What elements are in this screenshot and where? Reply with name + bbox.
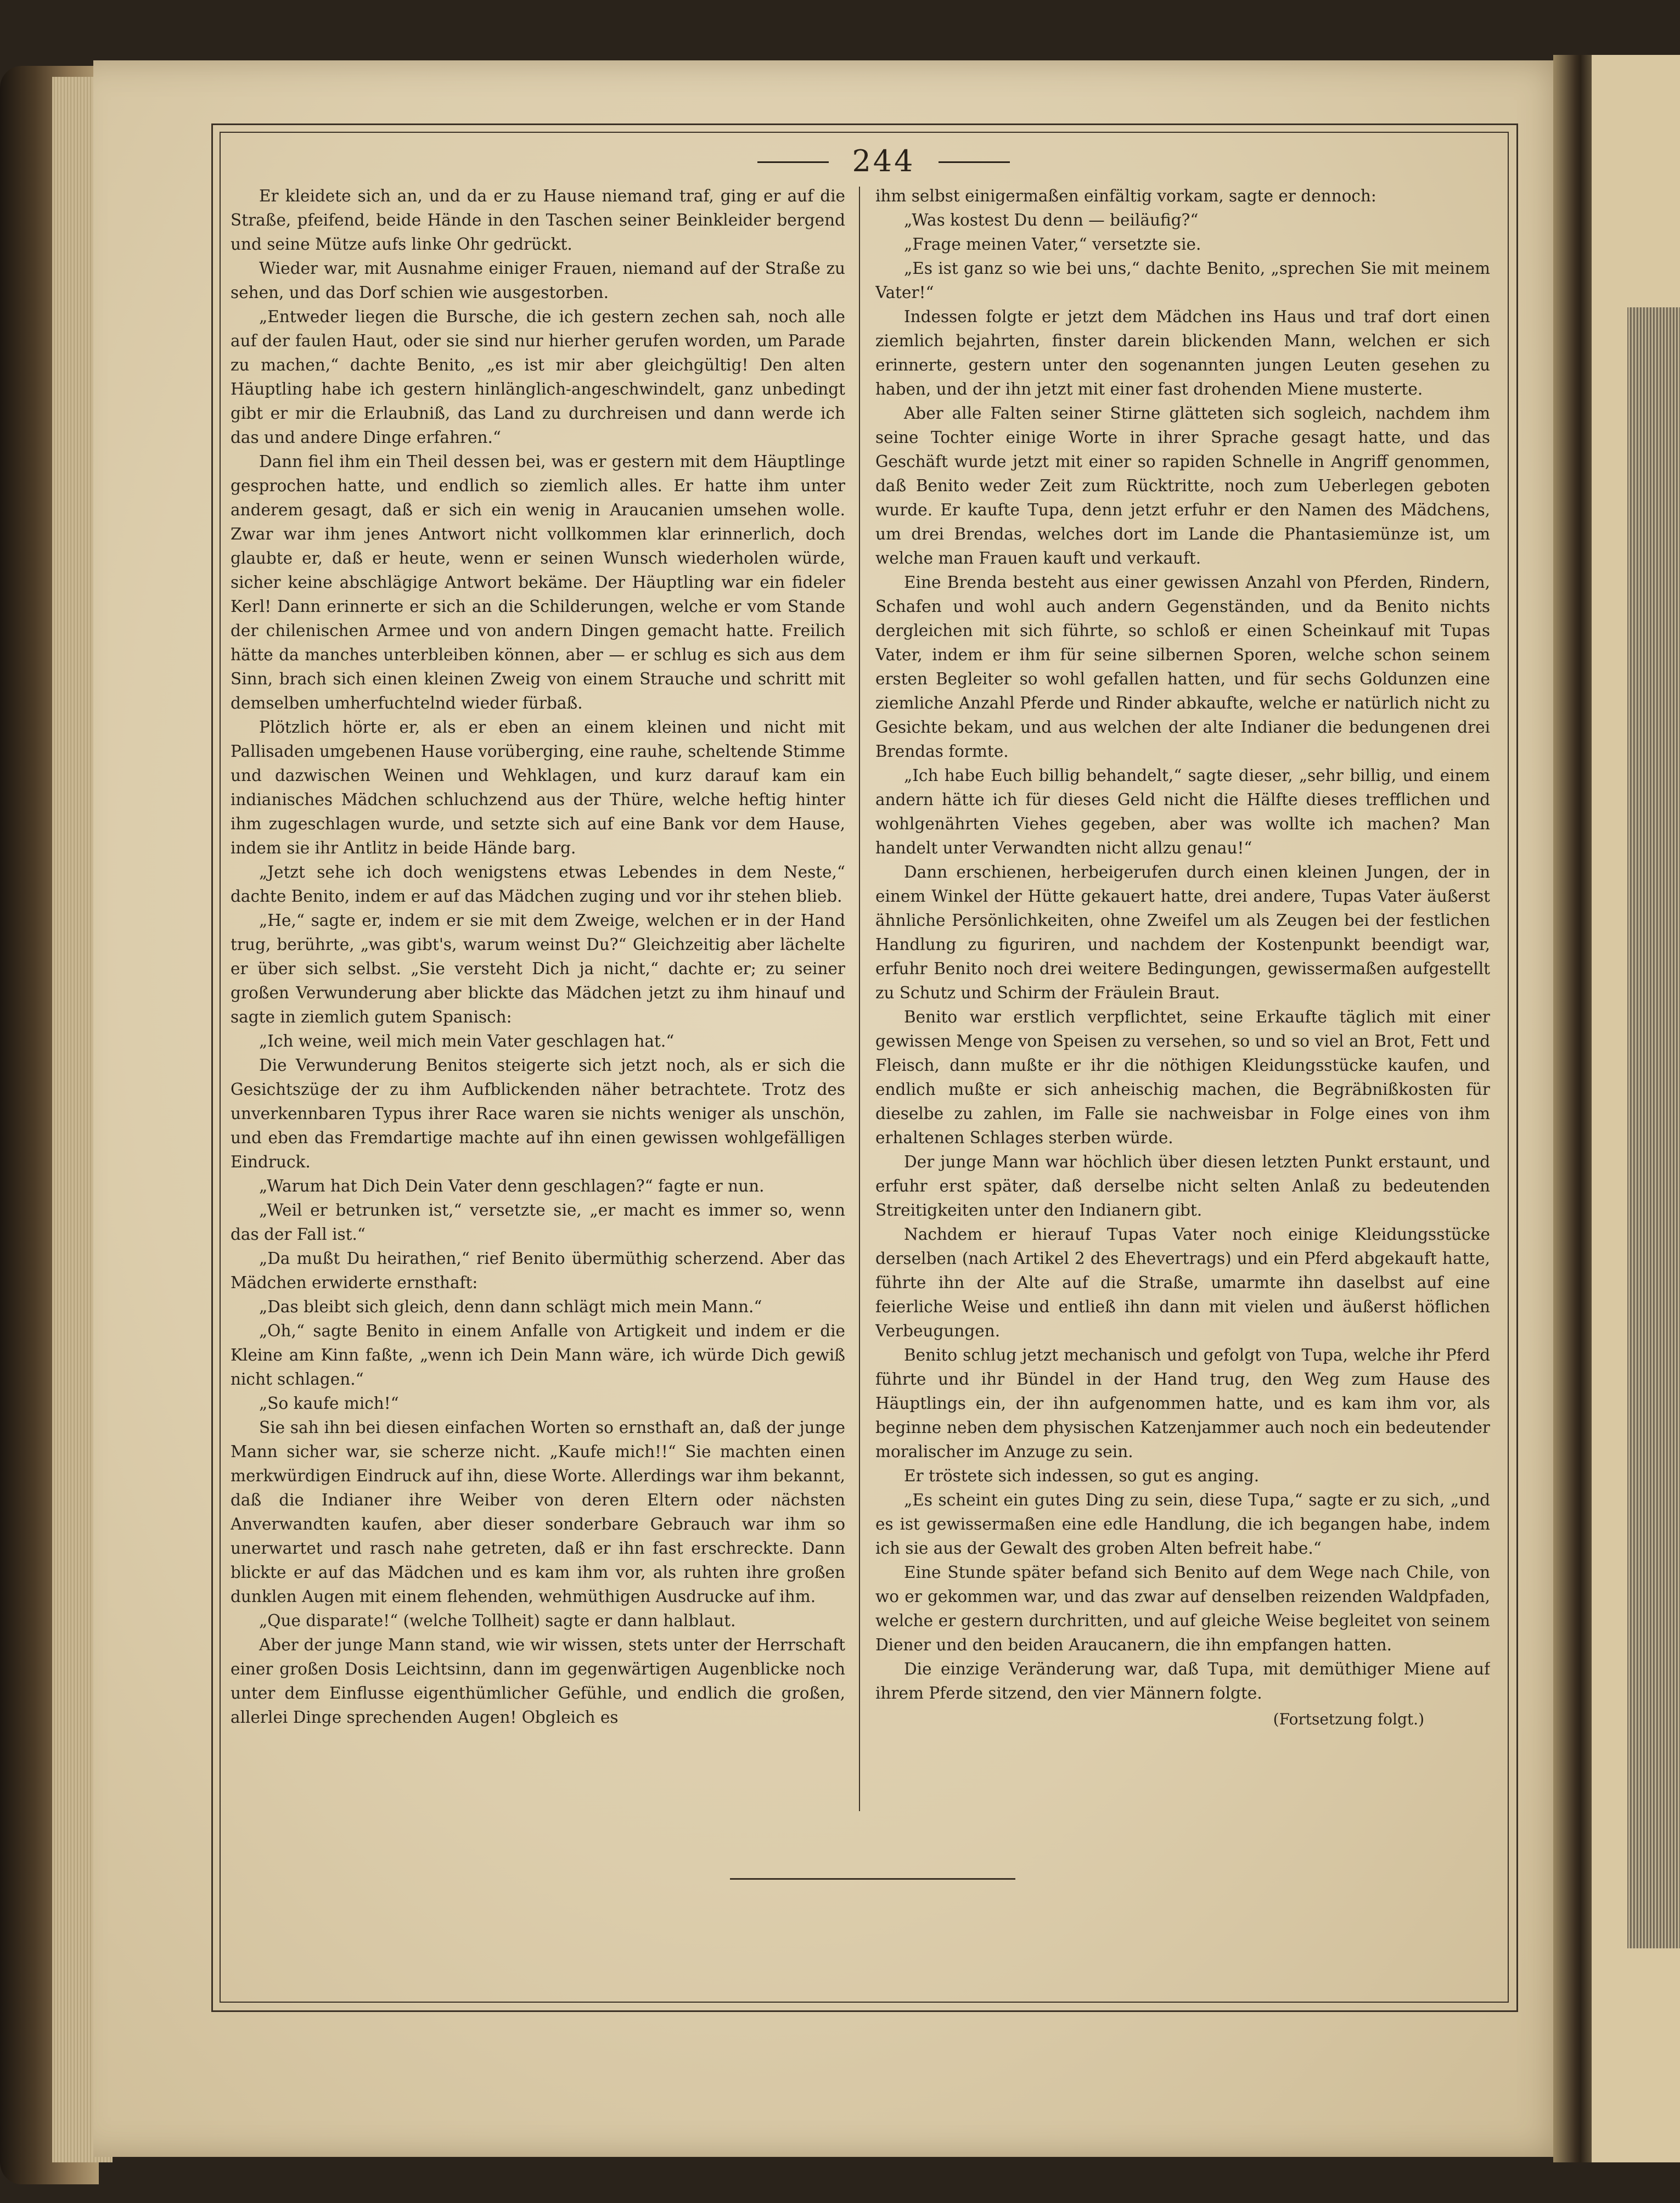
end-rule xyxy=(730,1878,1015,1880)
paragraph: Plötzlich hörte er, als er eben an einem kleinen und nicht mit Pallisaden umgebenen Hause vorüberging, eine rauhe, scheltende Stimme und dazwischen Weinen und Wehklagen, und kurz darauf kam ein indianisches Mädchen schluchzend aus der Thüre, welche heftig hinter ihm zugeschlagen wurde, und setzte sich auf eine Bank vor dem Hause, indem sie ihr Antlitz in beide Hände barg. xyxy=(231,718,845,857)
paragraph: Aber alle Falten seiner Stirne glätteten sich sogleich, nachdem ihm seine Tochter einige Worte in ihrer Sprache gesagt hatte, und das Geschäft wurde jetzt mit einer so rapiden Schnelle in Angriff genommen, daß Benito weder Zeit zum Rücktritte, noch zum Ueberlegen geboten wurde. Er kaufte Tupa, denn jetzt erfuhr er den Namen des Mädchens, um drei Brendas, welches dort im Lande die Phantasiemünze ist, um welche man Frauen kauft und verkauft. xyxy=(875,404,1490,567)
paragraph: „Warum hat Dich Dein Vater denn geschlagen?“ fagte er nun. xyxy=(259,1177,765,1195)
paragraph: Dann fiel ihm ein Theil dessen bei, was er gestern mit dem Häuptlinge gesprochen hatte, und endlich so ziemlich alles. Er hatte ihm unter anderem gesagt, daß er sich ein wenig in Araucanien umsehen wolle. Zwar war ihm jenes Antwort nicht vollkommen klar erinnerlich, doch glaubte er, daß er heute, wenn er seinen Wunsch wiederholen würde, sicher keine abschlägige Antwort bekäme. Der Häuptling war ein fideler Kerl! Dann erinnerte er sich an die Schilderungen, welche er vom Stande der chilenischen Armee und von andern Dingen gemacht hatte. Freilich hätte da manches unterbleiben können, aber — er schlug es sich aus dem Sinn, brach sich einen kleinen Zweig von einem Strauche und schritt mit demselben umherfuchtelnd wieder fürbaß. xyxy=(231,452,845,712)
paragraph: „Jetzt sehe ich doch wenigstens etwas Lebendes in dem Neste,“ dachte Benito, indem er auf das Mädchen zuging und vor ihr stehen blieb. xyxy=(231,863,845,906)
paragraph: „Das bleibt sich gleich, denn dann schlägt mich mein Mann.“ xyxy=(259,1297,762,1316)
paragraph: Der junge Mann war höchlich über diesen letzten Punkt erstaunt, und erfuhr erst später, daß derselbe nicht selten Anlaß zu bedeutenden Streitigkeiten unter den Indianern gibt. xyxy=(875,1153,1490,1219)
paragraph: „Ich habe Euch billig behandelt,“ sagte dieser, „sehr billig, und einem andern hätte ich für dieses Geld nicht die Hälfte dieses trefflichen und wohlgenährten Viehes gegeben, aber was wollte ich machen? Man handelt unter Verwandten nicht allzu genau!“ xyxy=(875,766,1490,857)
paragraph-continued: ihm selbst einigermaßen einfältig vorkam, sagte er dennoch: xyxy=(875,187,1376,205)
right-column xyxy=(875,184,1490,1808)
paragraph: „Was kostest Du denn — beiläufig?“ xyxy=(904,211,1199,229)
paragraph: „Oh,“ sagte Benito in einem Anfalle von Artigkeit und indem er die Kleine am Kinn faßte, „wenn ich Dein Mann wäre, ich würde Dich gewiß nicht schlagen.“ xyxy=(231,1322,845,1389)
column-divider xyxy=(859,187,860,1811)
paragraph: Benito war erstlich verpflichtet, seine Erkaufte täglich mit einer gewissen Menge von Speisen zu versehen, so und so viel an Brot, Fett und Fleisch, dann mußte er ihr die nöthigen Kleidungsstücke kaufen, und endlich mußte er sich anheischig machen, die Begräbnißkosten für dieselbe zu zahlen, im Falle sie nachweisbar in Folge eines von ihm erhaltenen Schlages sterben würde. xyxy=(875,1008,1490,1147)
paragraph: „Es scheint ein gutes Ding zu sein, diese Tupa,“ sagte er zu sich, „und es ist gewissermaßen eine edle Handlung, die ich begangen habe, indem ich sie aus der Gewalt des groben Alten befreit habe.“ xyxy=(875,1491,1490,1558)
paragraph: Benito schlug jetzt mechanisch und gefolgt von Tupa, welche ihr Pferd führte und ihr Bündel in der Hand trug, den Weg zum Hause des Häuptlings ein, der ihn aufgenommen hatte, und es kam ihm vor, als beginne neben dem physischen Katzenjammer auch noch ein bedeutender moralischer im Anzuge zu sein. xyxy=(875,1346,1490,1461)
paragraph: Er kleidete sich an, und da er zu Hause niemand traf, ging er auf die Straße, pfeifend, beide Hände in den Taschen seiner Beinkleider bergend und seine Mütze aufs linke Ohr gedrückt. xyxy=(231,187,845,254)
continuation-note: (Fortsetzung folgt.) xyxy=(1273,1710,1424,1728)
paragraph: Die Verwunderung Benitos steigerte sich jetzt noch, als er sich die Gesichtszüge der zu ihm Aufblickenden näher betrachtete. Trotz des unverkennbaren Typus ihrer Race waren sie nichts weniger als unschön, und eben das Fremdartige machte auf ihn einen gewissen wohlgefälligen Eindruck. xyxy=(231,1056,845,1171)
paragraph: „He,“ sagte er, indem er sie mit dem Zweige, welchen er in der Hand trug, berührte, „was gibt's, warum weinst Du?“ Gleichzeitig aber lächelte er über sich selbst. „Sie versteht Dich ja nicht,“ dachte er; zu seiner großen Verwunderung aber blickte das Mädchen jetzt zu ihm hinauf und sagte in ziemlich gutem Spanisch: xyxy=(231,911,845,1026)
paragraph: Nachdem er hierauf Tupas Vater noch einige Kleidungsstücke derselben (nach Artikel 2 des Ehevertrags) und ein Pferd abgekauft hatte, führte ihn der Alte auf die Straße, umarmte ihn daselbst auf eine feierliche Weise und entließ ihn dann mit vielen und äußerst höflichen Verbeugungen. xyxy=(875,1225,1490,1340)
paragraph: „Frage meinen Vater,“ versetzte sie. xyxy=(904,235,1201,254)
facing-page-engraving xyxy=(1627,307,1680,1948)
paragraph: „Que disparate!“ (welche Tollheit) sagte er dann halblaut. xyxy=(259,1611,736,1630)
paragraph: Die einzige Veränderung war, daß Tupa, mit demüthiger Miene auf ihrem Pferde sitzend, den vier Männern folgte. xyxy=(875,1660,1490,1702)
paragraph: „Es ist ganz so wie bei uns,“ dachte Benito, „sprechen Sie mit meinem Vater!“ xyxy=(875,259,1490,302)
paragraph: „Entweder liegen die Bursche, die ich gestern zechen sah, noch alle auf der faulen Haut, oder sie sind nur hierher gerufen worden, um Parade zu machen,“ dachte Benito, „es ist mir aber gleichgültig! Den alten Häuptling habe ich gestern hinlänglich-angeschwindelt, ganz unbedingt gibt er mir die Erlaubniß, das Land zu durchreisen und dann werde ich das und andere Dinge erfahren.“ xyxy=(231,307,845,447)
paragraph: Eine Stunde später befand sich Benito auf dem Wege nach Chile, von wo er gekommen war, und das zwar auf denselben reizenden Waldpfaden, welche er gestern durchritten, und auf gleiche Weise begleitet von seinem Diener und den beiden Araucanern, die ihn empfangen hatten. xyxy=(875,1563,1490,1654)
paragraph: „So kaufe mich!“ xyxy=(259,1394,399,1413)
left-column xyxy=(231,184,845,1808)
paragraph: Aber der junge Mann stand, wie wir wissen, stets unter der Herrschaft einer großen Dosis Leichtsinn, dann im gegenwärtigen Augenblicke noch unter dem Einflusse eigenthümlicher Gefühle, und endlich die großen, allerlei Dinge sprechenden Augen! Obgleich es xyxy=(231,1636,845,1727)
paragraph: Indessen folgte er jetzt dem Mädchen ins Haus und traf dort einen ziemlich bejahrten, finster darein blickenden Mann, welchen er sich erinnerte, gestern unter den sogenannten jungen Leuten gesehen zu haben, und der ihn jetzt mit einer fast drohenden Miene musterte. xyxy=(875,307,1490,398)
paragraph: „Weil er betrunken ist,“ versetzte sie, „er macht es immer so, wenn das der Fall ist.“ xyxy=(231,1201,845,1244)
paragraph: Sie sah ihn bei diesen einfachen Worten so ernsthaft an, daß der junge Mann sicher war, sie scherze nicht. „Kaufe mich!!“ Sie machten einen merkwürdigen Eindruck auf ihn, diese Worte. Allerdings war ihm bekannt, daß die Indianer ihre Weiber von deren Eltern oder nächsten Anverwandten kaufen, aber dieser sonderbare Gebrauch war ihm so unerwartet und rasch nahe getreten, daß er ihn fast erschreckte. Dann blickte er auf das Mädchen und es kam ihm vor, als ruhten ihre großen dunklen Augen mit einem flehenden, wehmüthigen Ausdrucke auf ihm. xyxy=(231,1418,845,1606)
paragraph: Wieder war, mit Ausnahme einiger Frauen, niemand auf der Straße zu sehen, und das Dorf schien wie ausgestorben. xyxy=(231,259,845,302)
paragraph: Er tröstete sich indessen, so gut es anging. xyxy=(904,1466,1260,1485)
paragraph: Eine Brenda besteht aus einer gewissen Anzahl von Pferden, Rindern, Schafen und wohl auch andern Gegenständen, und da Benito nichts dergleichen mit sich führte, so schloß er einen Scheinkauf mit Tupas Vater, indem er ihm für seine silbernen Sporen, welche schon seinem ersten Begleiter so wohl gefallen hatten, und für sechs Goldunzen eine ziemliche Anzahl Pferde und Rinder abkaufte, welche er natürlich nicht zu Gesichte bekam, und aus welchen der alte Indianer die bedungenen drei Brendas formte. xyxy=(875,573,1490,761)
paragraph: „Ich weine, weil mich mein Vater geschlagen hat.“ xyxy=(259,1032,675,1050)
paragraph: Dann erschienen, herbeigerufen durch einen kleinen Jungen, der in einem Winkel der Hütte gekauert hatte, drei andere, Tupas Vater äußerst ähnliche Persönlichkeiten, ohne Zweifel um als Zeugen bei der festlichen Handlung zu figuriren, und nachdem der Kostenpunkt beendigt war, erfuhr Benito noch drei weitere Bedingungen, gewissermaßen aufgestellt zu Schutz und Schirm der Fräulein Braut. xyxy=(875,863,1490,1002)
paragraph: „Da mußt Du heirathen,“ rief Benito übermüthig scherzend. Aber das Mädchen erwiderte ernsthaft: xyxy=(231,1249,845,1292)
page-number: 244 xyxy=(757,144,1010,178)
